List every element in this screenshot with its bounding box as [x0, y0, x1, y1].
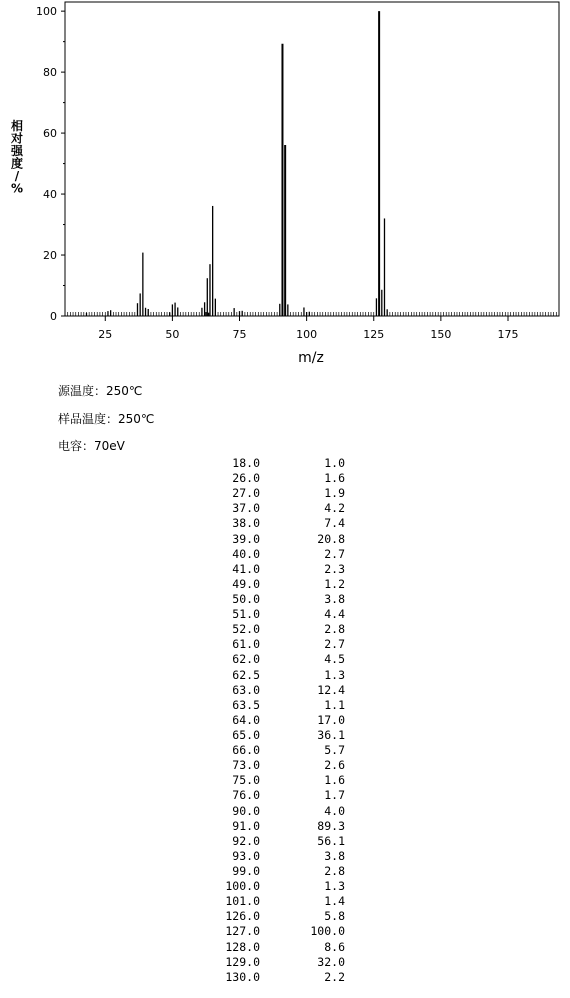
intensity-value: 1.6 — [324, 773, 345, 788]
intensity-value: 7.4 — [324, 516, 345, 531]
y-label-char: 相 — [10, 119, 24, 133]
table-row — [200, 471, 345, 486]
x-tick-label: 50 — [165, 328, 180, 341]
mz-value: 100.0 — [225, 879, 260, 894]
x-tick-label: 125 — [363, 328, 385, 341]
intensity-value: 2.6 — [324, 758, 345, 773]
table-row — [200, 849, 345, 864]
peak-table — [200, 456, 345, 985]
mz-value: 130.0 — [225, 969, 260, 984]
intensity-value: 2.8 — [324, 622, 345, 637]
mz-value: 75.0 — [232, 773, 260, 788]
table-row — [200, 607, 345, 622]
table-row — [200, 652, 345, 667]
table-row — [200, 970, 345, 985]
intensity-value: 17.0 — [317, 712, 345, 727]
table-row — [200, 516, 345, 531]
intensity-value: 2.2 — [324, 969, 345, 984]
intensity-value: 2.7 — [324, 546, 345, 561]
mz-value: 27.0 — [232, 486, 260, 501]
table-row — [200, 879, 345, 894]
electron-energy: 电容：70eV — [58, 439, 125, 453]
table-row — [200, 698, 345, 713]
intensity-value: 2.3 — [324, 561, 345, 576]
intensity-value: 4.4 — [324, 607, 345, 622]
table-row — [200, 668, 345, 683]
mz-value: 51.0 — [232, 607, 260, 622]
mz-value: 49.0 — [232, 576, 260, 591]
table-row — [200, 894, 345, 909]
table-row — [200, 713, 345, 728]
table-row — [200, 773, 345, 788]
y-tick-label: 100 — [36, 5, 57, 19]
table-row — [200, 940, 345, 955]
mz-value: 64.0 — [232, 712, 260, 727]
table-row — [200, 547, 345, 562]
intensity-value: 1.9 — [324, 486, 345, 501]
table-row — [200, 577, 345, 592]
mz-value: 66.0 — [232, 743, 260, 758]
y-tick-label: 40 — [43, 188, 57, 202]
spectrum-bars — [86, 11, 387, 316]
table-row — [200, 804, 345, 819]
intensity-value: 2.8 — [324, 863, 345, 878]
intensity-value: 12.4 — [317, 682, 345, 697]
intensity-value: 32.0 — [317, 954, 345, 969]
table-row — [200, 592, 345, 607]
mz-value: 91.0 — [232, 818, 260, 833]
table-row — [200, 819, 345, 834]
y-label-char: 对 — [10, 131, 24, 146]
mz-value: 90.0 — [232, 803, 260, 818]
table-row — [200, 743, 345, 758]
mz-value: 37.0 — [232, 501, 260, 516]
mz-value: 62.5 — [232, 667, 260, 682]
x-tick-label: 100 — [296, 328, 318, 341]
table-row — [200, 622, 345, 637]
table-row — [200, 924, 345, 939]
mz-value: 40.0 — [232, 546, 260, 561]
mz-value: 93.0 — [232, 848, 260, 863]
mz-value: 126.0 — [225, 909, 260, 924]
intensity-value: 1.4 — [324, 894, 345, 909]
x-minor-ticks — [65, 312, 559, 316]
mz-value: 76.0 — [232, 788, 260, 803]
intensity-value: 1.2 — [324, 576, 345, 591]
mz-value: 127.0 — [225, 924, 260, 939]
mz-value: 61.0 — [232, 637, 260, 652]
sample-temperature: 样品温度：250℃ — [58, 412, 155, 426]
y-tick-label: 80 — [43, 66, 57, 80]
mz-value: 63.5 — [232, 697, 260, 712]
mz-value: 41.0 — [232, 561, 260, 576]
intensity-value: 1.7 — [324, 788, 345, 803]
mz-value: 101.0 — [225, 894, 260, 909]
table-row — [200, 456, 345, 471]
mz-value: 128.0 — [225, 939, 260, 954]
mz-value: 52.0 — [232, 622, 260, 637]
mz-value: 63.0 — [232, 682, 260, 697]
y-tick-label: 0 — [50, 310, 57, 323]
mz-value: 39.0 — [232, 531, 260, 546]
x-axis — [98, 316, 518, 341]
intensity-value: 4.5 — [324, 652, 345, 667]
table-row — [200, 683, 345, 698]
intensity-value: 8.6 — [324, 939, 345, 954]
intensity-value: 5.7 — [324, 743, 345, 758]
x-tick-label: 75 — [232, 328, 247, 341]
intensity-value: 3.8 — [324, 591, 345, 606]
intensity-value: 5.8 — [324, 909, 345, 924]
intensity-value: 1.3 — [324, 667, 345, 682]
intensity-value: 20.8 — [317, 531, 345, 546]
table-row — [200, 758, 345, 773]
y-label-char: 强 — [10, 144, 24, 158]
y-tick-label: 60 — [43, 127, 57, 141]
mz-value: 92.0 — [232, 833, 260, 848]
intensity-value: 4.0 — [324, 803, 345, 818]
table-row — [200, 486, 345, 501]
source-temperature: 源温度：250℃ — [58, 384, 143, 398]
mz-value: 18.0 — [232, 456, 260, 470]
table-row — [200, 562, 345, 577]
mz-value: 99.0 — [232, 863, 260, 878]
table-row — [200, 864, 345, 879]
x-tick-label: 25 — [98, 328, 113, 341]
table-row — [200, 955, 345, 970]
plot-frame — [65, 2, 559, 316]
table-row — [200, 728, 345, 743]
mz-value: 62.0 — [232, 652, 260, 667]
intensity-value: 1.0 — [324, 456, 345, 470]
mz-value: 50.0 — [232, 591, 260, 606]
intensity-value: 1.3 — [324, 879, 345, 894]
intensity-value: 1.1 — [324, 697, 345, 712]
mass-spectrum-chart — [0, 0, 570, 372]
intensity-value: 2.7 — [324, 637, 345, 652]
table-row — [200, 501, 345, 516]
intensity-value: 56.1 — [317, 833, 345, 848]
table-row — [200, 834, 345, 849]
intensity-value: 4.2 — [324, 501, 345, 516]
intensity-value: 89.3 — [317, 818, 345, 833]
mz-value: 73.0 — [232, 758, 260, 773]
intensity-value: 3.8 — [324, 848, 345, 863]
mz-value: 26.0 — [232, 471, 260, 486]
table-row — [200, 532, 345, 547]
x-axis-label: m/z — [298, 350, 324, 366]
y-axis — [36, 5, 65, 323]
mz-value: 65.0 — [232, 727, 260, 742]
y-tick-label: 20 — [43, 249, 57, 263]
y-label-char: % — [10, 181, 24, 196]
y-axis-label — [10, 118, 24, 196]
mz-value: 38.0 — [232, 516, 260, 531]
table-row — [200, 637, 345, 652]
y-label-char: / — [14, 169, 20, 183]
y-label-char: 度 — [10, 156, 24, 171]
x-tick-label: 150 — [430, 328, 452, 341]
intensity-value: 36.1 — [317, 727, 345, 742]
table-row — [200, 909, 345, 924]
mz-value: 129.0 — [225, 954, 260, 969]
x-tick-label: 175 — [497, 328, 519, 341]
intensity-value: 1.6 — [324, 471, 345, 486]
table-row — [200, 788, 345, 803]
intensity-value: 100.0 — [310, 924, 345, 939]
